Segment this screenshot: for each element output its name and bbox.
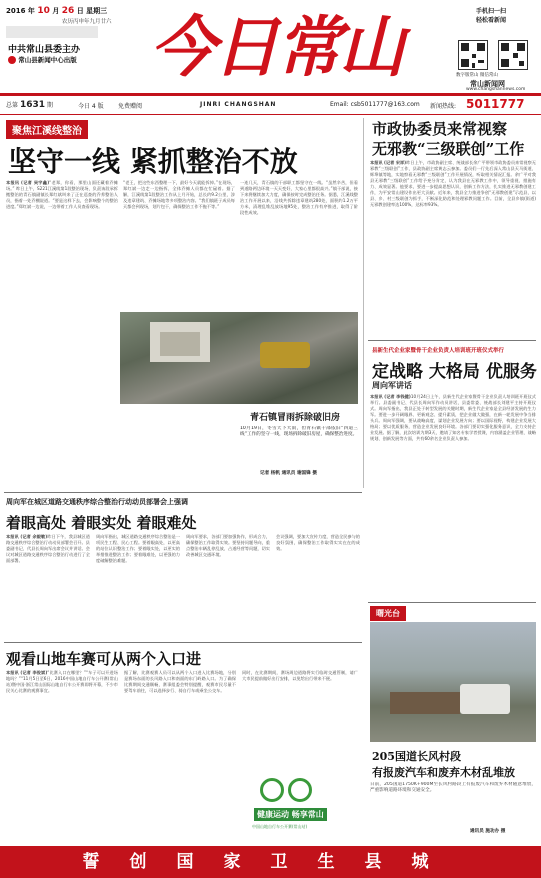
right-top-title-1: 市政协委员来常视察: [372, 120, 508, 138]
email[interactable]: Email: csb5011777@163.com: [330, 101, 420, 108]
junk-pile-shape: [390, 692, 460, 714]
qr-code-digital-icon[interactable]: [458, 40, 488, 70]
right-top-body: 本报讯 (记者 宋祥)昨日上午，市政协副主席、统战部长余广平带领市政协委员来常视察无邪教“三级联创”工作，县政协副主席黄志云参加。委员们一行先后深入常山县天马街道、辉埠镇等地，实地察看无邪教“三级联创”工作开展情况，听取相关情况汇报。余广平对我县无邪教“三级联创”工作给予充分肯定，认为我县在无邪教工作中，领导重视、措施有力、成效显著。他要求，要进一步提高思想认识，创新工作方法，扎实推进无邪教创建工作，为平安常山建设作出更大贡献。近年来，我县全力推进争创“无邪教创建”示范县，以县、乡、村三级联创为抓手，不断深化防范和处理邪教问题工作。目前，全县乡镇(街道)无邪教创建率达100%，达标率93%。: [370, 160, 536, 207]
right-mid-subtitle: 周向军讲话: [372, 381, 412, 390]
lead-photo: [120, 312, 358, 404]
lead-byline: 本报讯 (记者 吴宇鑫): [6, 180, 50, 185]
logo-pinyin: JINRI CHANGSHAN: [200, 101, 277, 108]
right-divider: [368, 340, 536, 341]
lead-col-3: 一连几天，青石镇的干部职工都坚守在一线。“虽然辛苦，但看到道路两边环境一天天变好，大家心里都很高兴。”镇干部说，接下来将继续加大力度，确保按时完成整治任务。据悉，江溪线整治工作开展以来，沿线共拆除违章建筑280处，面积约1.2万平方米，清理乱堆乱放场地95处，整治工作有序推进，取得了阶段性成效。: [240, 180, 358, 215]
band-divider: [0, 114, 541, 115]
qr-caption: 数字版常山 微信常山: [456, 73, 498, 78]
masthead-divider: [0, 93, 541, 96]
right-top-title-2: 无邪教“三级联创”工作: [372, 140, 525, 158]
strip-title: 着眼高处 着眼实处 着眼难处: [6, 514, 197, 532]
section-tag: 聚焦江溪线整治: [6, 120, 88, 139]
strip-col-4: 会议强调，要加大宣传力度，营造全民参与的良好氛围，确保整治工作取得实实在在的成效。: [276, 534, 360, 551]
bottom-divider: [4, 642, 362, 643]
car-shape: [460, 684, 510, 714]
photo-caption: 10月19日，冬雪天下大雨，但青石镇干部依旧“四道三线”工作的坚守一线，现场拆除破旧房屋，确保整治进度。: [240, 426, 358, 437]
qr-scan-sublabel: 轻松看新闻: [476, 17, 507, 24]
hotline-number: 5011777: [466, 97, 525, 111]
qr-scan-label: 手机扫一扫: [476, 8, 507, 15]
strip-headline: 周向军在城区道路交通秩序综合整治行动动员部署会上强调: [6, 498, 188, 506]
qr-code-wechat-icon[interactable]: [498, 40, 528, 70]
strip-divider: [4, 492, 362, 493]
bottom-col-2: 据了解，比赛观赛人员可以从两个入口进入比赛场地，分别是赛场东面的长风路入口和南面的东门岭路入口。为了确保比赛期间交通顺畅，赛事组委会特别提醒，观赛市民尽量不要驾车前往，可以选择步行、骑自行车或乘坐公交车。: [124, 670, 236, 693]
lead-col-1: 本报讯 (记者 吴宇鑫)“老郑，你看，那里山面还藏着乔摊场。” 昨日上午，S221江溪线第1段整治现场，负责该段承拆搬整治的青石镇副镇长郑红斌叫来了正在巡查的乔养整治人员，指着一处乔棚说道。“要是这样下去，会影响整个的整治进度。”郑红斌一边说，一边带着工作人员查看现场。: [6, 180, 118, 209]
host-organization: 中共常山县委主办: [8, 45, 81, 55]
strip-col-3: 周向军要求，各部门要加强协作，形成合力，确保整治工作取得实效。要坚持问题导向，重点整治车辆乱停乱放、占道经营等问题，切实改善城区交通环境。: [186, 534, 270, 557]
hotline-label: 新闻热线:: [430, 103, 457, 110]
date-weekday: 星期三: [86, 7, 108, 15]
right-mid-title: 定战略 大格局 优服务: [372, 362, 537, 382]
event-logo-text: 健康运动 畅享常山: [254, 808, 327, 821]
bottom-title: 观看山地车赛可从两个入口进: [6, 650, 202, 668]
site-name: 常山新闻网: [470, 80, 505, 88]
info-band: [0, 97, 541, 113]
page-count: 今日 4 版: [78, 103, 104, 110]
price: 免费赠阅: [118, 103, 143, 110]
bottom-col-3: 同时，在比赛期间，赛场周边道路将实行临时交通管制，请广大市民提前做好出行安排，以免给出行带来不便。: [242, 670, 358, 681]
date-month: 10: [37, 6, 50, 16]
event-logo: [248, 776, 358, 840]
notice-photo: [370, 622, 536, 742]
column-divider: [363, 118, 364, 488]
date-day: 26: [61, 6, 75, 16]
lunar-date: 农历丙申年九月廿六: [62, 19, 112, 25]
issue-label: 总第 1631 期: [6, 100, 53, 110]
right-mid-body: 本报讯 (记者 李钱健)10月24日上午，县新生代企业家暨骨干企业负责人培训班开班仪式举行。县委副书记、代县长周向军作动员讲话，县委常委、统战部长刘建平主持开班仪式。周向军指出，我县正处于转型发展的关键时期，新生代企业家是全县经济发展的生力军。要进一步开阔眼界、更新观念、提升素质，把企业做大做强，在新一轮发展中争当排头兵。周向军强调，要从战略高度，谋划企业发展方向；要以国际视野，构建企业发展大格局；要以优质服务，营造企业发展良好环境。各部门要切实强化服务意识，全力支持企业发展。据了解，此次培训为期3天，邀请了知名专家学者授课，内容涵盖企业管理、战略规划、创新发展等方面，共有60余名企业负责人参加。: [370, 394, 536, 441]
lead-col-2: “老王，把这些东西整理一下，最好今天就能拆掉。”在现场，郑红斌一边走一边指挥，全体乔摊人员都在忙碌着。据了解，江溪线第1段整治工作从上月开始，总长约9.2公里，涉及违章建筑、乔摊场地等多项整治内容。“我们镇班子成员每天都会到现场，划片包干，确保整治工作不拖不等。”: [123, 180, 235, 209]
strip-col-1: 本报讯 (记者 余毅敏)昨日下午，我县城区道路交通秩序综合整治行动动员部署会召开。县委副书记、代县长周向军出席会议并讲话。会议对城区道路交通秩序综合整治行动进行了全面部署。: [6, 534, 90, 563]
issue-number: 1631: [19, 100, 45, 110]
date-band: [6, 26, 98, 38]
publisher-mark-icon: [8, 56, 16, 64]
masthead-date: 2016 年 10 月 26 日 星期三: [6, 6, 108, 16]
event-logo-sub: 中国山地自行车公开赛(常山站): [252, 824, 308, 829]
newspaper-logo: 今日常山: [150, 8, 402, 86]
right-mid-kicker: 县新生代企业家暨骨干企业负责人培训班开班仪式举行: [372, 348, 505, 354]
photo-caption-title: 青石镇冒雨拆除破旧房: [250, 413, 341, 423]
footer-slogan-banner: 誓创国家卫生县城: [0, 846, 541, 878]
strip-col-2: 周向军指出，城区道路交通秩序综合整治是一项民生工程、民心工程。要着眼高处，以更高的站位认识整治工作；要着眼实处，以更实的举措推进整治工作；要着眼难处，以更强的力度破解整治难题。: [96, 534, 180, 563]
site-url[interactable]: www.changshannews.com: [466, 87, 526, 92]
notice-text: 日前，205国道1750K+900M至长风村路段上有报废汽车和废弃木材随意堆放，严重影响道路环境和交通安全。: [370, 782, 536, 793]
photo-credit: 记者 杨帆 通讯员 谢国锋 摄: [260, 471, 317, 476]
lead-headline: 坚守一线 紧抓整治不放: [8, 145, 298, 178]
excavator-shape: [260, 342, 310, 368]
notice-tag: 曙光台: [370, 606, 406, 621]
date-year: 2016: [6, 7, 26, 15]
publisher: 常山县新闻中心出版: [8, 55, 77, 64]
notice-title-2: 有报废汽车和废弃木材乱堆放: [372, 766, 515, 779]
wheel-icon: [260, 778, 284, 802]
wheel-icon: [288, 778, 312, 802]
notice-title-1: 205国道长风村段: [372, 750, 461, 763]
bottom-col-1: 本报讯 (记者 李俊斌)“比赛入口在哪里？”“车子可以开进场地吗？”“11月5日至6日，2016中国山地自行车公开赛(常山站)暨中国·浙江常山国际山地自行车公开赛即将开幕，不少市民关心比赛的观赛事宜。: [6, 670, 118, 693]
notice-credit: 通讯员 施功办 摄: [470, 829, 506, 834]
